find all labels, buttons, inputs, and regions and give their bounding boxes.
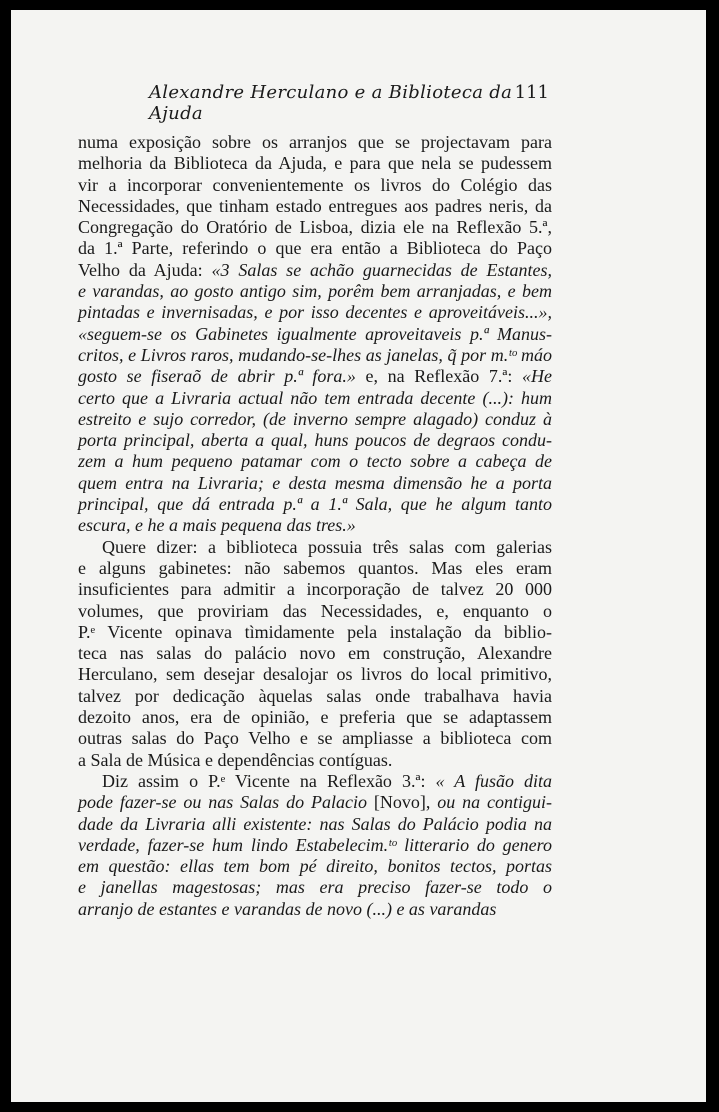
text-segment: talvez por dedicação àquelas salas onde trabalhava havia (78, 685, 552, 706)
text-segment: vir a incorporar convenientemente os livros do Colégio das (78, 174, 552, 195)
italic-quote-text: pintadas e invernisadas, e por isso decentes e aproveitáveis...», (78, 302, 552, 323)
text-segment: P.ᵉ Vicente opinava tìmidamente pela instalação da biblio- (78, 621, 552, 642)
italic-quote-text: «He (521, 366, 552, 387)
paragraph (78, 132, 552, 537)
text-line (78, 175, 552, 196)
italic-quote-text: em questão: ellas tem bom pé direito, bonitos tectos, portas (78, 856, 552, 877)
italic-quote-text: e janellas magestosas; mas era preciso fazer-se todo o (78, 877, 552, 898)
italic-quote-text: verdade, fazer-se hum lindo Estabelecim.ᵗᵒ litterario do genero (78, 834, 552, 855)
text-line (78, 856, 552, 877)
text-line (78, 750, 552, 771)
text-line (78, 451, 552, 472)
italic-quote-text: « A fusão dita (435, 770, 552, 791)
paragraph (78, 771, 552, 920)
text-line (78, 217, 552, 238)
text-line (78, 153, 552, 174)
italic-quote-text: estreito e sujo corredor, (de inverno sempre alagado) conduz à (78, 408, 552, 429)
text-segment: da 1.ª Parte, referindo o que era então a Biblioteca do Paço (78, 238, 552, 259)
text-line (78, 409, 552, 430)
text-line (78, 728, 552, 749)
text-line (78, 877, 552, 898)
italic-quote-text: critos, e Livros raros, mudando-se-lhes as janelas, q̃ por m.ᵗᵒ máo (78, 344, 552, 365)
text-line (78, 473, 552, 494)
italic-quote-text: «3 Salas se achão guarnecidas de Estantes, (211, 259, 552, 280)
italic-quote-text: quem entra na Livraria; e desta mesma dimensão he a porta (78, 472, 552, 493)
italic-quote-text: pode fazer-se ou nas Salas do Palacio (78, 792, 367, 813)
italic-quote-text: e varandas, ao gosto antigo sim, porêm bem arranjadas, e bem (78, 281, 552, 302)
text-segment: Congregação do Oratório de Lisboa, dizia ele na Reflexão 5.ª, (78, 217, 552, 238)
text-segment: [Novo], (366, 792, 438, 813)
italic-quote-text: zem a hum pequeno patamar com o tecto sobre a cabeça de (78, 451, 552, 472)
text-segment: numa exposição sobre os arranjos que se projectavam para (78, 132, 552, 152)
text-line (78, 664, 552, 685)
text-line (78, 515, 552, 536)
running-head-title: Alexandre Herculano e a Biblioteca da Ajuda (149, 82, 513, 124)
page-number: 111 (514, 82, 549, 103)
book-page (11, 10, 706, 1102)
text-line (78, 537, 552, 558)
text-line (78, 196, 552, 217)
text-segment: a Sala de Música e dependências contíguas. (78, 749, 393, 770)
italic-quote-text: dade da Livraria alli existente: nas Salas do Palácio podia na (78, 813, 552, 834)
text-line (78, 132, 552, 153)
text-line (78, 558, 552, 579)
text-line (78, 792, 552, 813)
italic-quote-text: ou na contigui- (437, 792, 552, 813)
text-line (78, 324, 552, 345)
text-line (78, 899, 552, 920)
italic-quote-text: gosto se fiseraõ de abrir p.ª fora.» (78, 366, 356, 387)
body-text (78, 132, 552, 920)
text-line (78, 388, 552, 409)
italic-quote-text: arranjo de estantes e varandas de novo (...) e as varandas (78, 898, 497, 919)
text-line (78, 366, 552, 387)
text-line (78, 579, 552, 600)
text-segment: e alguns gabinetes: não sabemos quantos. Mas eles eram (78, 557, 552, 578)
text-segment: Necessidades, que tinham estado entregues aos padres neris, da (78, 195, 552, 216)
text-segment: teca nas salas do palácio novo em construção, Alexandre (78, 643, 552, 664)
running-head (149, 80, 549, 124)
text-line (78, 302, 552, 323)
text-line (78, 430, 552, 451)
text-segment: e, na Reflexão 7.ª: (355, 366, 522, 387)
italic-quote-text: «seguem-se os Gabinetes igualmente aproveitaveis p.ª Manus- (78, 323, 552, 344)
text-line (78, 494, 552, 515)
italic-quote-text: escura, e he a mais pequena das tres.» (78, 515, 356, 536)
text-line (78, 238, 552, 259)
text-segment: Herculano, sem desejar desalojar os livros do local primitivo, (78, 664, 552, 685)
text-line (78, 260, 552, 281)
text-segment: dezoito anos, era de opinião, e preferia que se adaptassem (78, 707, 552, 728)
italic-quote-text: porta principal, aberta a qual, huns poucos de degraos condu- (78, 430, 552, 451)
text-line (78, 707, 552, 728)
text-line (78, 643, 552, 664)
text-line (78, 835, 552, 856)
text-line (78, 281, 552, 302)
text-segment: Velho da Ajuda: (78, 259, 212, 280)
text-line (78, 622, 552, 643)
text-segment: melhoria da Biblioteca da Ajuda, e para que nela se pudessem (78, 153, 552, 174)
paragraph (78, 537, 552, 771)
text-segment: volumes, que proviriam das Necessidades, e, enquanto o (78, 600, 552, 621)
text-segment: Diz assim o P.ᵉ Vicente na Reflexão 3.ª: (102, 770, 436, 791)
text-segment: Quere dizer: a biblioteca possuia três salas com galerias (102, 536, 552, 557)
italic-quote-text: principal, que dá entrada p.ª a 1.ª Sala, que he algum tanto (78, 494, 552, 515)
text-line (78, 814, 552, 835)
text-line (78, 686, 552, 707)
text-segment: insuficientes para admitir a incorporação de talvez 20 000 (78, 579, 552, 600)
text-line (78, 771, 552, 792)
text-line (78, 345, 552, 366)
text-segment: outras salas do Paço Velho e se ampliasse a biblioteca com (78, 728, 552, 749)
text-line (78, 601, 552, 622)
italic-quote-text: certo que a Livraria actual não tem entrada decente (...): hum (78, 387, 552, 408)
